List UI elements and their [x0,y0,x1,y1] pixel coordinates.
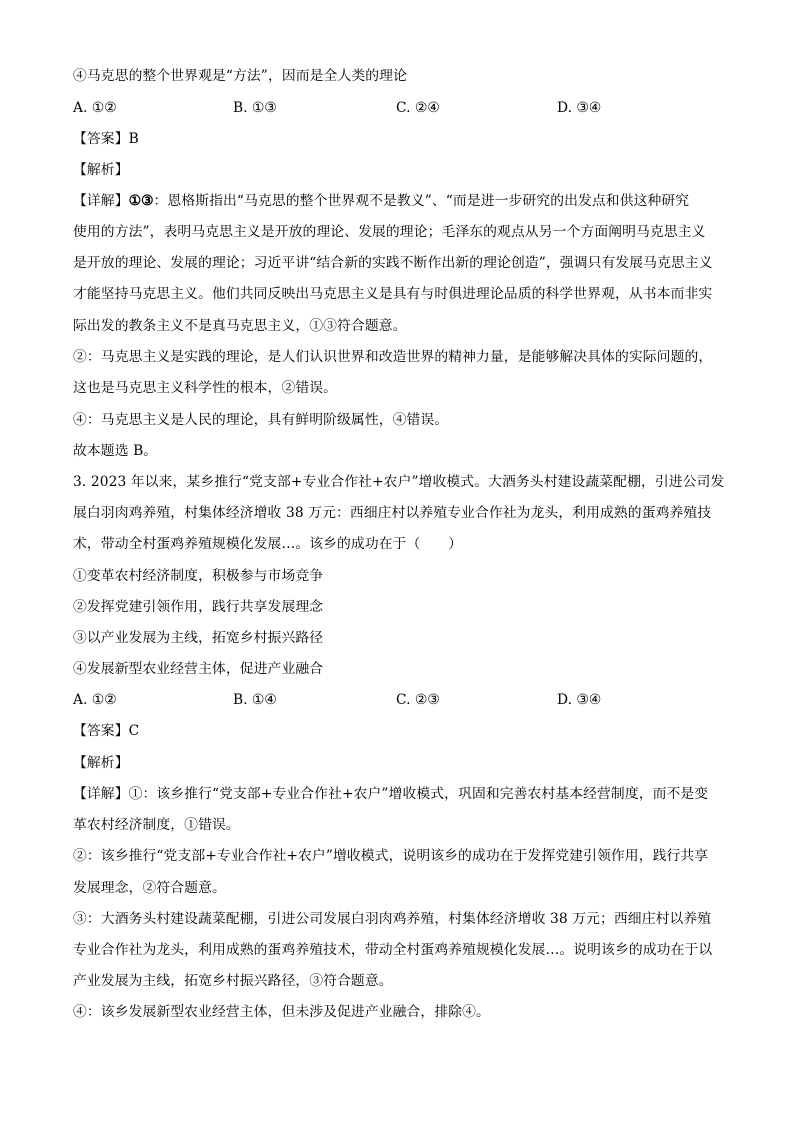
detail-head: ①③ [128,193,154,209]
q3-analysis-tag: 【解析】 [73,755,129,771]
q3-stem-line-3: 术，带动全村蛋鸡养殖规模化发展…。该乡的成功在于（ ） [73,536,463,552]
q3-option-2: ②发挥党建引领作用，践行共享发展理念 [73,599,324,615]
q3-detail-line-1 [73,784,723,804]
q2-detail-line-5: 际出发的教条主义不是真马克思主义，①③符合题意。 [73,318,407,334]
q3-choice-b: B. ①④ [233,692,277,708]
q2-option-4: ④马克思的整个世界观是“方法”，因而是全人类的理论 [73,68,407,84]
q2-detail-line-4: 才能坚持马克思主义。他们共同反映出马克思主义是具有与时俱进理论品质的科学世界观，从书本而非实 [73,286,713,302]
q3-p2-line-1: ②：该乡推行“党支部+专业合作社+农户”增收模式，说明该乡的成功在于发挥党建引领作用，践行共享 [73,848,709,864]
q3-stem-line-1: 3. 2023 年以来，某乡推行“党支部+专业合作社+农户”增收模式。大酒务头村建设蔬菜配棚，引进公司发 [73,474,725,490]
detail-text: ：恩格斯指出“马克思的整个世界观不是教义”、“而是进一步研究的出发点和供这种研究 [153,193,690,209]
q3-option-4: ④发展新型农业经营主体，促进产业融合 [73,661,324,677]
q2-detail-line-1 [73,191,723,211]
detail-tag: 【详解】 [73,193,129,209]
answer-tag: 【答案】 [73,131,129,147]
q3-p3-line-1: ③：大酒务头村建设蔬菜配棚，引进公司发展白羽肉鸡养殖，村集体经济增收 38 万元；西细庄村以养殖 [73,911,712,927]
q2-answer [73,129,723,149]
q3-choice-c: C. ②③ [396,692,440,708]
q2-detail-line-3: 是开放的理论、发展的理论；习近平讲“结合新的实践不断作出新的理论创造”，强调只有发展马克思主义 [73,255,713,271]
q3-choice-a: A. ①② [73,692,117,708]
answer-tag: 【答案】 [73,723,129,739]
q2-p2-line-2: 这也是马克思主义科学性的根本，②错误。 [73,380,338,396]
q3-p3-line-2: 专业合作社为龙头，利用成熟的蛋鸡养殖技术，带动全村蛋鸡养殖规模化发展…。说明该乡的成功在于以 [73,942,713,958]
q2-detail-line-2: 使用的方法”，表明马克思主义是开放的理论、发展的理论；毛泽东的观点从另一个方面阐明马克思主义 [73,224,706,240]
q3-answer [73,721,723,741]
q2-choice-d: D. ③④ [557,100,602,116]
q2-conclusion: 故本题选 B。 [73,443,158,459]
q2-p2-line-1: ②：马克思主义是实践的理论，是人们认识世界和改造世界的精神力量，是能够解决具体的实际问题的， [73,349,713,365]
q2-analysis-tag: 【解析】 [73,162,129,178]
q2-choice-a: A. ①② [73,100,117,116]
q2-choice-c: C. ②④ [396,100,440,116]
q3-choice-d: D. ③④ [557,692,602,708]
q3-p2-line-2: 发展理念，②符合题意。 [73,880,226,896]
q3-option-1: ①变革农村经济制度，积极参与市场竞争 [73,568,324,584]
q3-option-3: ③以产业发展为主线，拓宽乡村振兴路径 [73,630,324,646]
q3-stem-line-2: 展白羽肉鸡养殖，村集体经济增收 38 万元：西细庄村以养殖专业合作社为龙头，利用成熟的蛋鸡养殖技 [73,505,712,521]
q3-p3-line-3: 产业发展为主线，拓宽乡村振兴路径，③符合题意。 [73,973,393,989]
q3-p4-line: ④：该乡发展新型农业经营主体，但未涉及促进产业融合，排除④。 [73,1004,490,1020]
answer-value: B [128,131,139,147]
detail-text: ①：该乡推行“党支部+专业合作社+农户”增收模式，巩固和完善农村基本经营制度，而不是变 [128,786,709,802]
detail-tag: 【详解】 [73,786,129,802]
q2-choice-b: B. ①③ [233,100,277,116]
q3-detail-line-2: 革农村经济制度，①错误。 [73,817,240,833]
q2-p4-line: ④：马克思主义是人民的理论，具有鲜明阶级属性，④错误。 [73,412,449,428]
answer-value: C [128,723,140,739]
